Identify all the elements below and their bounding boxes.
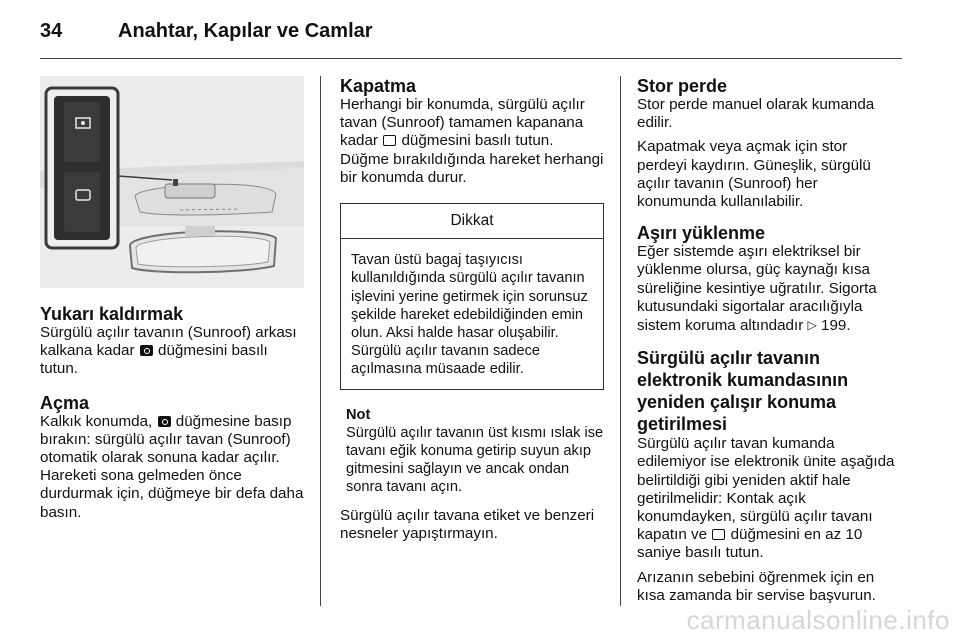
column-3 [637, 76, 901, 605]
heading-raise: Yukarı kaldırmak [40, 304, 184, 324]
note-box [340, 406, 604, 497]
overload-text: Eğer sistemde aşırı elektriksel bir yüklenme olursa, güç kaynağı kısa süreliğine kesintiye uğratılır. Sigorta kutusundaki sigortalar aracılığıyla sistem koruma altındadır [637, 243, 877, 335]
page-title: Anahtar, Kapılar ve Camlar [118, 20, 373, 42]
column-divider-2 [620, 76, 621, 606]
section-raise [40, 304, 304, 379]
reset-text-2: Arızanın sebebini öğrenmek için en kısa zamanda bir servise başvurun. [637, 568, 876, 604]
blind-text-2: Kapatmak veya açmak için stor perdeyi kaydırın. Güneşlik, sürgülü açılır tavanın (Sunroof) her konumunda kullanılabilir. [637, 138, 871, 211]
header-divider [40, 58, 902, 59]
overload-page-ref[interactable]: 199. [821, 317, 851, 335]
page-number: 34 [40, 20, 63, 42]
sticker-warning: Sürgülü açılır tavana etiket ve benzeri nesneler yapıştırmayın. [340, 506, 595, 542]
note-title: Not [346, 406, 371, 423]
heading-overload: Aşırı yüklenme [637, 223, 766, 244]
column-2 [340, 76, 604, 543]
raise-text-b: düğmesini basılı tutun. [40, 342, 268, 378]
close-text-b: düğmesini basılı tutun. Düğme bırakıldığında hareket herhangi bir konumda durur. [340, 132, 604, 186]
heading-blind: Stor perde [637, 76, 728, 96]
reset-text-a: Sürgülü açılır tavan kumanda edilemiyor ise elektronik ünite aşağıda belirtildiği gibi yeniden aktif hale getirilmelidir: Kontak açık konumdayken, sürgülü açılır tavanı kapatın ve [637, 435, 895, 544]
heading-open: Açma [40, 392, 90, 413]
section-overload [637, 223, 901, 335]
section-close [340, 76, 604, 187]
section-reset [637, 347, 901, 605]
close-text-a: Herhangi bir konumda, sürgülü açılır tavan (Sunroof) tamamen kapanana kadar [340, 96, 585, 150]
section-blind [637, 76, 901, 211]
section-open [40, 393, 304, 522]
column-divider-1 [320, 76, 321, 606]
blind-text-1: Stor perde manuel olarak kumanda edilir. [637, 96, 875, 132]
column-1 [40, 76, 304, 522]
sunroof-tilt-icon [140, 345, 153, 356]
caution-title: Dikkat [341, 204, 603, 239]
page-ref-arrow-icon: ▷ [807, 318, 817, 333]
heading-reset: Sürgülü açılır tavanın elektronik kumandasının yeniden çalışır konuma getirilmesi [637, 348, 849, 435]
raise-text-a: Sürgülü açılır tavanın (Sunroof) arkası kalkana kadar [40, 324, 297, 360]
sunroof-switch-photo [40, 76, 304, 288]
sunroof-close-icon [383, 135, 396, 146]
open-text-a: Kalkık konumda, [40, 412, 153, 430]
sunroof-open-icon [158, 416, 171, 427]
note-text: Sürgülü açılır tavanın üst kısmı ıslak ise tavanı eğik konuma getirip suyun akıp gitmesini sağlayın ve ancak ondan sonra tavanı açın. [346, 424, 604, 496]
caution-text: Tavan üstü bagaj taşıyıcısı kullanıldığında sürgülü açılır tavanın işlevini yerine getirmek için sorunsuz şekilde hareket edebildiğinden emin olun. Aksi halde hasar oluşabilir. Sürgülü açılır tavanın sadece açılmasına müsaade edilir. [351, 252, 588, 378]
caution-box [340, 203, 604, 390]
reset-text-b: düğmesini en az 10 saniye basılı tutun. [637, 526, 863, 562]
open-text-b: düğmesine basıp bırakın: sürgülü açılır tavan (Sunroof) otomatik olarak sonuna kadar açılır. Hareketi sona gelmeden önce durdurmak için, düğmeye bir defa daha basın. [40, 412, 304, 521]
sunroof-close-icon-2 [712, 529, 725, 540]
watermark: carmanualsonline.info [686, 605, 950, 635]
heading-close: Kapatma [340, 76, 417, 96]
